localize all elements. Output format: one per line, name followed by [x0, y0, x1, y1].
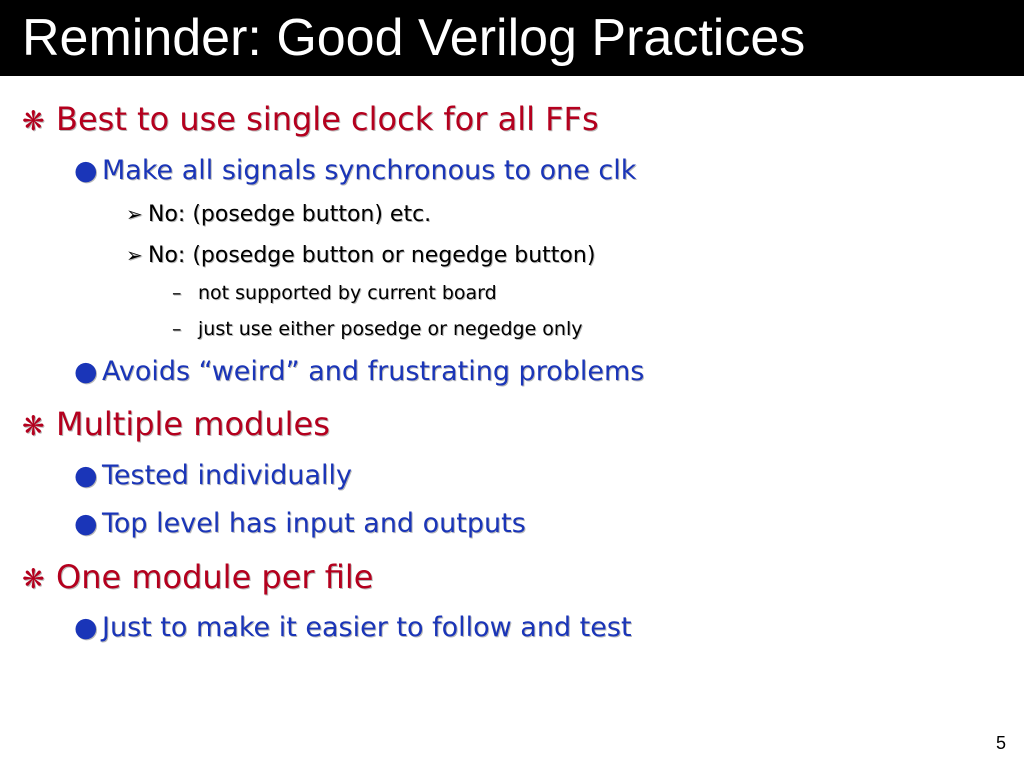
- bullet-item-level4: [172, 318, 583, 340]
- asterisk-bullet-icon: ❋: [22, 106, 45, 137]
- circle-bullet-icon: ●: [74, 356, 98, 387]
- bullet-text: Best to use single clock for all FFs: [56, 100, 599, 138]
- bullet-item-level2: [74, 508, 526, 539]
- arrowhead-bullet-icon: ➢: [126, 243, 143, 267]
- asterisk-bullet-icon: ❋: [22, 564, 45, 595]
- slide-title: Reminder: Good Verilog Practices: [22, 9, 806, 67]
- bullet-text: Top level has input and outputs: [102, 508, 526, 539]
- bullet-text: Just to make it easier to follow and test: [102, 612, 632, 643]
- dash-bullet-icon: –: [172, 282, 182, 304]
- bullet-text: No: (posedge button or negedge button): [148, 243, 596, 268]
- bullet-item-level2: [74, 356, 644, 387]
- bullet-text: Make all signals synchronous to one clk: [102, 155, 637, 186]
- bullet-text: just use either posedge or negedge only: [198, 318, 583, 340]
- bullet-item-level3: [126, 202, 431, 227]
- bullet-item-level1: [22, 100, 599, 138]
- arrowhead-bullet-icon: ➢: [126, 202, 143, 226]
- bullet-text: No: (posedge button) etc.: [148, 202, 432, 227]
- bullet-item-level3: [126, 243, 595, 268]
- bullet-item-level2: [74, 460, 352, 491]
- circle-bullet-icon: ●: [74, 460, 98, 491]
- bullet-text: not supported by current board: [198, 282, 497, 304]
- circle-bullet-icon: ●: [74, 155, 98, 186]
- circle-bullet-icon: ●: [74, 612, 98, 643]
- circle-bullet-icon: ●: [74, 508, 98, 539]
- bullet-item-level1: [22, 405, 330, 443]
- dash-bullet-icon: –: [172, 318, 182, 340]
- bullet-item-level2: [74, 155, 636, 186]
- bullet-text: One module per file: [56, 558, 374, 596]
- bullet-item-level4: [172, 282, 497, 304]
- bullet-text: Multiple modules: [56, 405, 330, 443]
- bullet-item-level1: [22, 558, 373, 596]
- bullet-text: Avoids “weird” and frustrating problems: [102, 356, 645, 387]
- asterisk-bullet-icon: ❋: [22, 411, 45, 442]
- title-bar: [0, 0, 1024, 76]
- bullet-text: Tested individually: [102, 460, 353, 491]
- page-number: 5: [995, 733, 1006, 753]
- bullet-item-level2: [74, 612, 632, 643]
